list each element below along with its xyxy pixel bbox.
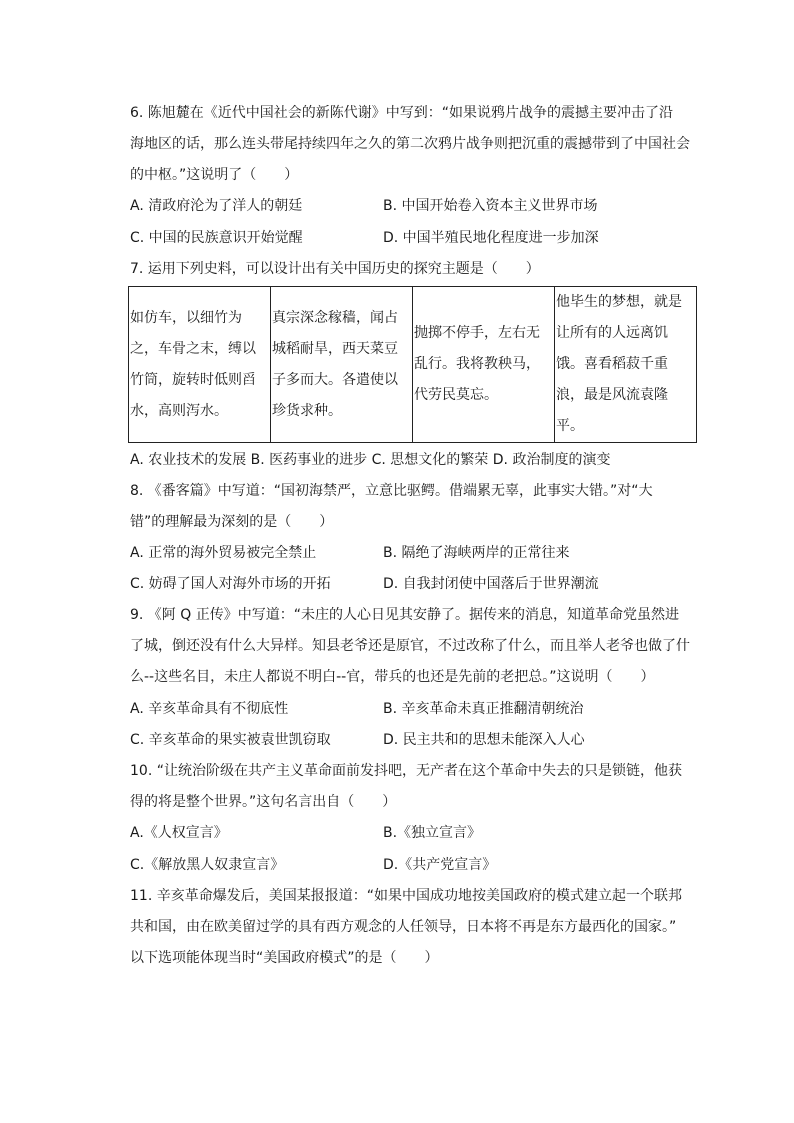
table-cell-source-1: 如仿车，以细竹为之，车骨之末，缚以竹筒，旋转时低则舀水，高则泻水。 [129,287,271,443]
q6-option-a: A. 清政府沦为了洋人的朝廷 [130,198,303,214]
q11-stem-line-3: 以下选项能体现当时“美国政府模式”的是（ ） [130,950,439,966]
q10-option-d: D.《共产党宣言》 [383,857,497,873]
q11-stem-line-2: 共和国，由在欧美留过学的具有西方观念的人任领导，日本将不再是东方最西化的国家。” [130,919,677,935]
q11-stem-line-1: 11. 辛亥革命爆发后，美国某报报道：“如果中国成功地按美国政府的模式建立起一个联邦 [130,888,682,904]
q7-options: A. 农业技术的发展 B. 医药事业的进步 C. 思想文化的繁荣 D. 政治制度的演变 [130,452,611,468]
q9-option-b: B. 辛亥革命未真正推翻清朝统治 [383,701,584,717]
q10-option-b: B.《独立宣言》 [383,825,482,841]
q9-option-a: A. 辛亥革命具有不彻底性 [130,701,289,717]
q6-option-c: C. 中国的民族意识开始觉醒 [130,230,303,246]
q6-option-b: B. 中国开始卷入资本主义世界市场 [383,198,598,214]
q10-stem-line-2: 得的将是整个世界。”这句名言出自（ ） [130,794,397,810]
q10-option-a: A.《人权宣言》 [130,825,228,841]
q6-option-d: D. 中国半殖民地化程度进一步加深 [383,230,599,246]
q10-stem-line-1: 10. “让统治阶级在共产主义革命面前发抖吧，无产者在这个革命中失去的只是锁链，他获 [130,763,682,779]
q9-option-d: D. 民主共和的思想未能深入人心 [383,732,585,748]
q6-stem-line-3: 的中枢。”这说明了（ ） [130,167,299,183]
table-cell-source-2: 真宗深念稼穑，闻占城稻耐旱，西天菜豆子多而大。各遣使以珍货求种。 [271,287,413,443]
table-cell-source-3: 抛掷不停手，左右无乱行。我将教秧马，代劳民莫忘。 [413,287,555,443]
q10-option-c: C.《解放黑人奴隶宣言》 [130,857,285,873]
q7-stem: 7. 运用下列史料，可以设计出有关中国历史的探究主题是（ ） [130,261,540,277]
q6-stem-line-2: 海地区的话，那么连头带尾持续四年之久的第二次鸦片战争则把沉重的震撼带到了中国社会 [130,136,690,152]
q9-stem-line-1: 9. 《阿 Q 正传》中写道：“未庄的人心日见其安静了。据传来的消息，知道革命党虽然进 [130,607,679,623]
q8-stem-line-1: 8. 《番客篇》中写道：“国初海禁严，立意比驱鳄。借端累无辜，此事实大错。”对“大 [130,483,653,499]
q8-option-a: A. 正常的海外贸易被完全禁止 [130,545,317,561]
table-row [129,287,697,443]
q7-source-table [128,286,697,443]
q6-stem-line-1: 6. 陈旭麓在《近代中国社会的新陈代谢》中写到：“如果说鸦片战争的震撼主要冲击了沿 [130,105,674,121]
q8-option-c: C. 妨碍了国人对海外市场的开拓 [130,576,331,592]
q8-option-d: D. 自我封闭使中国落后于世界潮流 [383,576,599,592]
q8-option-b: B. 隔绝了海峡两岸的正常往来 [383,545,570,561]
q9-stem-line-2: 了城，倒还没有什么大异样。知县老爷还是原官，不过改称了什么，而且举人老爷也做了什 [130,638,690,654]
q9-option-c: C. 辛亥革命的果实被袁世凯窃取 [130,732,331,748]
table-cell-source-4: 他毕生的梦想，就是让所有的人远离饥饿。喜看稻菽千重浪，最是风流袁隆平。 [555,287,697,443]
q8-stem-line-2: 错”的理解最为深刻的是（ ） [130,514,334,530]
q9-stem-line-3: 么--这些名目，未庄人都说不明白--官，带兵的也还是先前的老把总。”这说明（ ） [130,669,655,685]
